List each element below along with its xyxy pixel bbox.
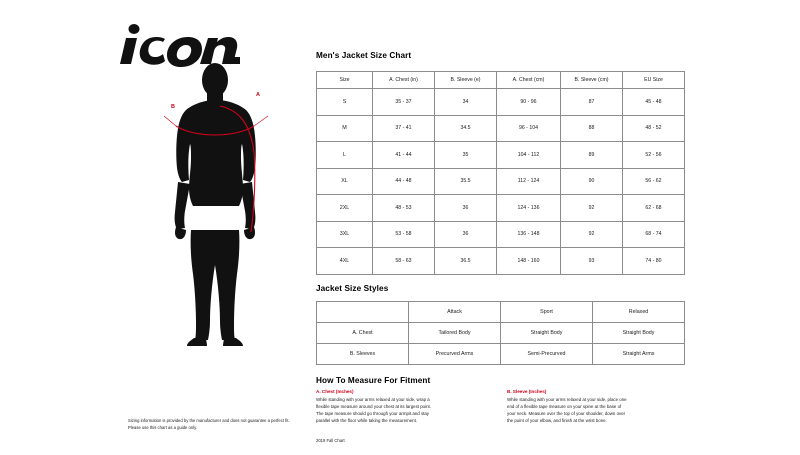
- measure-line: the point of your elbow, and finish at the wrist bone.: [507, 418, 607, 424]
- styles-col-header-blank: [317, 302, 409, 323]
- cell-sleeve-in: 35.5: [435, 168, 497, 195]
- disclaimer-line-2: Please use this chart as a guide only.: [128, 424, 198, 430]
- col-header-size: Size: [317, 72, 373, 89]
- cell-sleeve-cm: 89: [561, 142, 623, 169]
- col-header-sleeve-in: B. Sleeve (e): [435, 72, 497, 89]
- styles-col-header-sport: Sport: [501, 302, 593, 323]
- table-row: [317, 195, 685, 222]
- cell-chest-cm: 96 - 104: [497, 115, 561, 142]
- cell-sleeve-cm: 92: [561, 195, 623, 222]
- styles-cell-relaxed: Straight Body: [593, 323, 685, 344]
- cell-size: S: [317, 89, 373, 116]
- col-header-chest-cm: A. Chest (cm): [497, 72, 561, 89]
- styles-cell-sport: Straight Body: [501, 323, 593, 344]
- styles-cell-attack: Tailored Body: [409, 323, 501, 344]
- cell-chest-cm: 112 - 124: [497, 168, 561, 195]
- col-header-chest-in: A. Chest (in): [373, 72, 435, 89]
- how-to-measure-title: How To Measure For Fitment: [316, 376, 431, 385]
- cell-chest-in: 44 - 48: [373, 168, 435, 195]
- size-chart-title: Men's Jacket Size Chart: [316, 51, 412, 60]
- cell-chest-cm: 136 - 148: [497, 221, 561, 248]
- measure-line: parallel with the floor while taking the measurement.: [316, 418, 418, 424]
- cell-sleeve-cm: 87: [561, 89, 623, 116]
- cell-eu-size: 68 - 74: [623, 221, 685, 248]
- table-row: [317, 115, 685, 142]
- disclaimer-line-1: Sizing information is provided by the manufacturer and does not guarantee a perfect fit.: [128, 418, 290, 423]
- styles-cell-sport: Semi-Precurved: [501, 344, 593, 365]
- table-row: [317, 248, 685, 275]
- table-row: [317, 89, 685, 116]
- right-content-column: [316, 0, 684, 455]
- styles-cell-relaxed: Straight Arms: [593, 344, 685, 365]
- measure-heading-sleeve: B. Sleeve (Inches): [507, 389, 547, 394]
- cell-sleeve-in: 36: [435, 221, 497, 248]
- cell-chest-cm: 104 - 112: [497, 142, 561, 169]
- callout-label-a: A: [256, 92, 261, 98]
- styles-chart-title: Jacket Size Styles: [316, 284, 389, 293]
- measure-block-chest: [316, 389, 493, 424]
- table-row: [317, 142, 685, 169]
- measure-block-sleeve: [507, 389, 684, 424]
- cell-size: M: [317, 115, 373, 142]
- disclaimer-text: [128, 418, 293, 431]
- cell-sleeve-in: 36: [435, 195, 497, 222]
- cell-sleeve-cm: 93: [561, 248, 623, 275]
- measure-line: The tape measure should go through your armpit and stay: [316, 411, 430, 417]
- table-header-row: [317, 72, 685, 89]
- cell-sleeve-cm: 88: [561, 115, 623, 142]
- cell-eu-size: 62 - 68: [623, 195, 685, 222]
- cell-eu-size: 56 - 62: [623, 168, 685, 195]
- cell-chest-in: 58 - 63: [373, 248, 435, 275]
- table-row: [317, 168, 685, 195]
- cell-chest-in: 48 - 53: [373, 195, 435, 222]
- cell-sleeve-cm: 92: [561, 221, 623, 248]
- cell-eu-size: 52 - 56: [623, 142, 685, 169]
- cell-sleeve-in: 34.5: [435, 115, 497, 142]
- col-header-sleeve-cm: B. Sleeve (cm): [561, 72, 623, 89]
- styles-col-header-attack: Attack: [409, 302, 501, 323]
- styles-row-label: A. Chest: [317, 323, 409, 344]
- jacket-size-styles-table: [316, 301, 685, 365]
- measure-line: While standing with your arms relaxed at your side, place one: [507, 397, 627, 402]
- table-row: [317, 221, 685, 248]
- body-figure-illustration: [150, 60, 280, 350]
- cell-eu-size: 74 - 80: [623, 248, 685, 275]
- cell-eu-size: 45 - 48: [623, 89, 685, 116]
- measure-line: flexible tape measure around your chest at its largest point.: [316, 404, 431, 410]
- cell-eu-size: 48 - 52: [623, 115, 685, 142]
- cell-chest-cm: 148 - 160: [497, 248, 561, 275]
- cell-size: 3XL: [317, 221, 373, 248]
- styles-header-row: [317, 302, 685, 323]
- mens-jacket-size-table: [316, 71, 685, 275]
- measure-body-chest: [316, 396, 493, 424]
- cell-size: 4XL: [317, 248, 373, 275]
- measure-line: your neck. Measure over the top of your shoulder, down over: [507, 411, 626, 417]
- cell-size: L: [317, 142, 373, 169]
- cell-size: 2XL: [317, 195, 373, 222]
- measure-line: While standing with your arms relaxed at your side, wrap a: [316, 397, 430, 402]
- cell-size: XL: [317, 168, 373, 195]
- cell-chest-cm: 90 - 96: [497, 89, 561, 116]
- styles-col-header-relaxed: Relaxed: [593, 302, 685, 323]
- cell-chest-cm: 124 - 136: [497, 195, 561, 222]
- cell-sleeve-in: 34: [435, 89, 497, 116]
- how-to-measure-columns: [316, 389, 684, 424]
- measure-body-sleeve: [507, 396, 684, 424]
- cell-chest-in: 41 - 44: [373, 142, 435, 169]
- cell-chest-in: 53 - 58: [373, 221, 435, 248]
- left-illustration-column: [0, 0, 300, 455]
- measure-line: end of a flexible tape measure on your spine at the base of: [507, 404, 622, 410]
- col-header-eu-size: EU Size: [623, 72, 685, 89]
- cell-chest-in: 35 - 37: [373, 89, 435, 116]
- callout-label-b: B: [171, 104, 176, 110]
- cell-sleeve-in: 35: [435, 142, 497, 169]
- cell-sleeve-cm: 90: [561, 168, 623, 195]
- measure-heading-chest: A. Chest (Inches): [316, 389, 354, 394]
- styles-row-label: B. Sleeves: [317, 344, 409, 365]
- styles-row-sleeves: [317, 344, 685, 365]
- styles-row-chest: [317, 323, 685, 344]
- cell-sleeve-in: 36.5: [435, 248, 497, 275]
- styles-cell-attack: Precurved Arms: [409, 344, 501, 365]
- footer-chart-version: 2019 Fall Chart: [316, 438, 345, 443]
- cell-chest-in: 37 - 41: [373, 115, 435, 142]
